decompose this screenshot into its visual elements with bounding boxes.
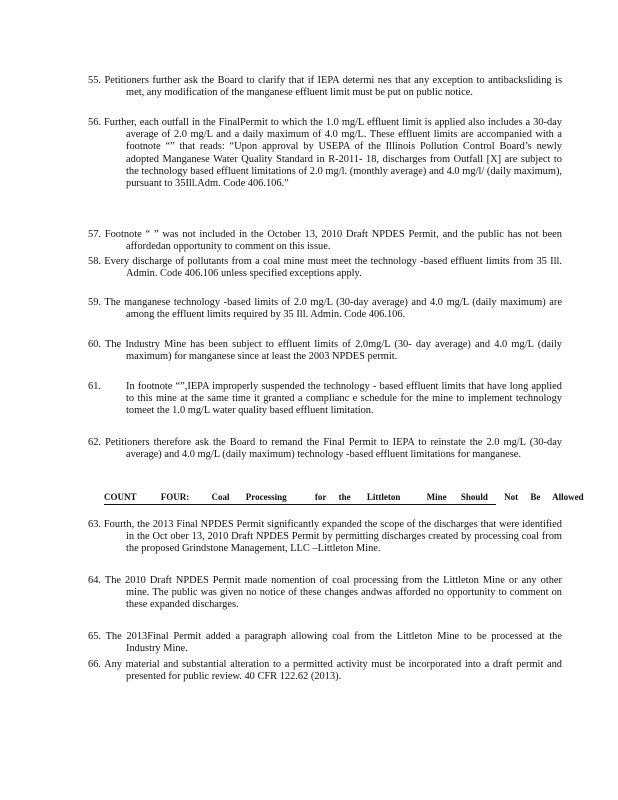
paragraph-number: 65. <box>88 631 106 642</box>
paragraph-text: Any material and substantial alteration to a permitted activity must be incorporated into a draft permit and presented for public review. 40 CFR 122.62 (2013). <box>104 659 562 683</box>
heading-word: COUNT <box>104 492 137 502</box>
heading-word: Coal <box>211 492 230 502</box>
paragraph-63 <box>88 519 562 556</box>
paragraph-number: 66. <box>88 659 105 670</box>
heading-word: Not <box>504 492 519 502</box>
paragraph-text: Petitioners further ask the Board to clarify that if IEPA determi nes that any exception to antibacksliding is met, any modification of the manganese effluent limit must be put on public notice. <box>104 75 562 99</box>
paragraph-57 <box>88 229 562 253</box>
paragraph-56 <box>88 117 562 190</box>
heading-underline <box>104 504 496 505</box>
heading-word: Littleton <box>366 492 401 502</box>
section-heading <box>104 492 584 503</box>
paragraph-number: 63. <box>88 519 104 530</box>
paragraph-text: Footnote “ ” was not included in the October 13, 2010 Draft NPDES Permit, and the public has not been affordedan opportunity to comment on this issue. <box>104 229 562 253</box>
heading-word: for <box>314 492 327 502</box>
paragraph-text: Fourth, the 2013 Final NPDES Permit significantly expanded the scope of the discharges that were identified in the Oct ober 13, 2010 Draft NPDES Permit by permitting discharges created by processing coal from the proposed Grindstone Management, LLC –Littleton Mine. <box>103 519 562 555</box>
paragraph-number: 55. <box>88 75 105 86</box>
paragraph-55 <box>88 75 562 99</box>
heading-word: Allowed <box>552 492 584 502</box>
paragraph-text: Petitioners therefore ask the Board to remand the Final Permit to IEPA to reinstate the 2.0 mg/L (30-day average) and 4.0 mg/L (daily maximum) technology -based effluent limitations for manganese. <box>105 437 563 461</box>
paragraph-text: Further, each outfall in the FinalPermit to which the 1.0 mg/L effluent limit is applied also includes a 30-day average of 2.0 mg/L and a daily maximum of 4.0 mg/L. These effluent limits are accompanied with a footnote “” that reads: “Upon approval by USEPA of the Illinois Pollution Control Board’s newly adopted Manganese Water Quality Standard in R-2011- 18, discharges from Outfall [X] are subject to the technology based effluent limitations of 2.0 mg/l. (monthly average) and 4.0 mg/l/ (daily maximum), pursuant to 35Ill.Adm. Code 406.106.” <box>103 117 562 190</box>
heading-word: the <box>338 492 351 502</box>
paragraph-number: 61. <box>88 381 101 392</box>
paragraph-text: The manganese technology -based limits of 2.0 mg/L (30-day average) and 4.0 mg/L (daily maximum) are among the effluent limits required by 35 Ill. Admin. Code 406.106. <box>104 297 562 321</box>
paragraph-59 <box>88 297 562 321</box>
heading-word: Processing <box>245 492 287 502</box>
paragraph-64 <box>88 575 562 612</box>
paragraph-65 <box>88 631 562 655</box>
paragraph-text: The 2010 Draft NPDES Permit made nomention of coal processing from the Littleton Mine or any other mine. The public was given no notice of these changes andwas afforded no opportunity to comment on these expanded discharges. <box>104 575 562 611</box>
paragraph-58 <box>88 256 562 280</box>
paragraph-number: 56. <box>88 117 104 128</box>
paragraph-number: 57. <box>88 229 105 240</box>
paragraph-60 <box>88 339 562 363</box>
paragraph-number: 62. <box>88 437 106 448</box>
heading-word: FOUR: <box>160 492 190 502</box>
paragraph-number: 60. <box>88 339 105 350</box>
paragraph-text: The Industry Mine has been subject to effluent limits of 2.0mg/L (30- day average) and 4.0 mg/L (daily maximum) for manganese since at least the 2003 NPDES permit. <box>105 339 562 363</box>
paragraph-number: 64. <box>88 575 105 586</box>
heading-word: Be <box>530 492 541 502</box>
heading-word: Mine <box>426 492 447 502</box>
paragraph-number: 58. <box>88 256 105 267</box>
paragraph-61 <box>88 381 562 418</box>
paragraph-66 <box>88 659 562 683</box>
paragraph-text: The 2013Final Permit added a paragraph allowing coal from the Littleton Mine to be processed at the Industry Mine. <box>105 631 562 655</box>
paragraph-text: Every discharge of pollutants from a coal mine must meet the technology -based effluent limits from 35 Ill. Admin. Code 406.106 unless specified exceptions apply. <box>104 256 562 280</box>
paragraph-text: In footnote “”,IEPA improperly suspended the technology - based effluent limits that have long applied to this mine at the same time it granted a complianc e schedule for the mine to implement technology tomeet the 1.0 mg/L water quality based effluent limitation. <box>126 381 562 417</box>
heading-word: Should <box>460 492 488 502</box>
paragraph-62 <box>88 437 562 461</box>
paragraph-number: 59. <box>88 297 105 308</box>
